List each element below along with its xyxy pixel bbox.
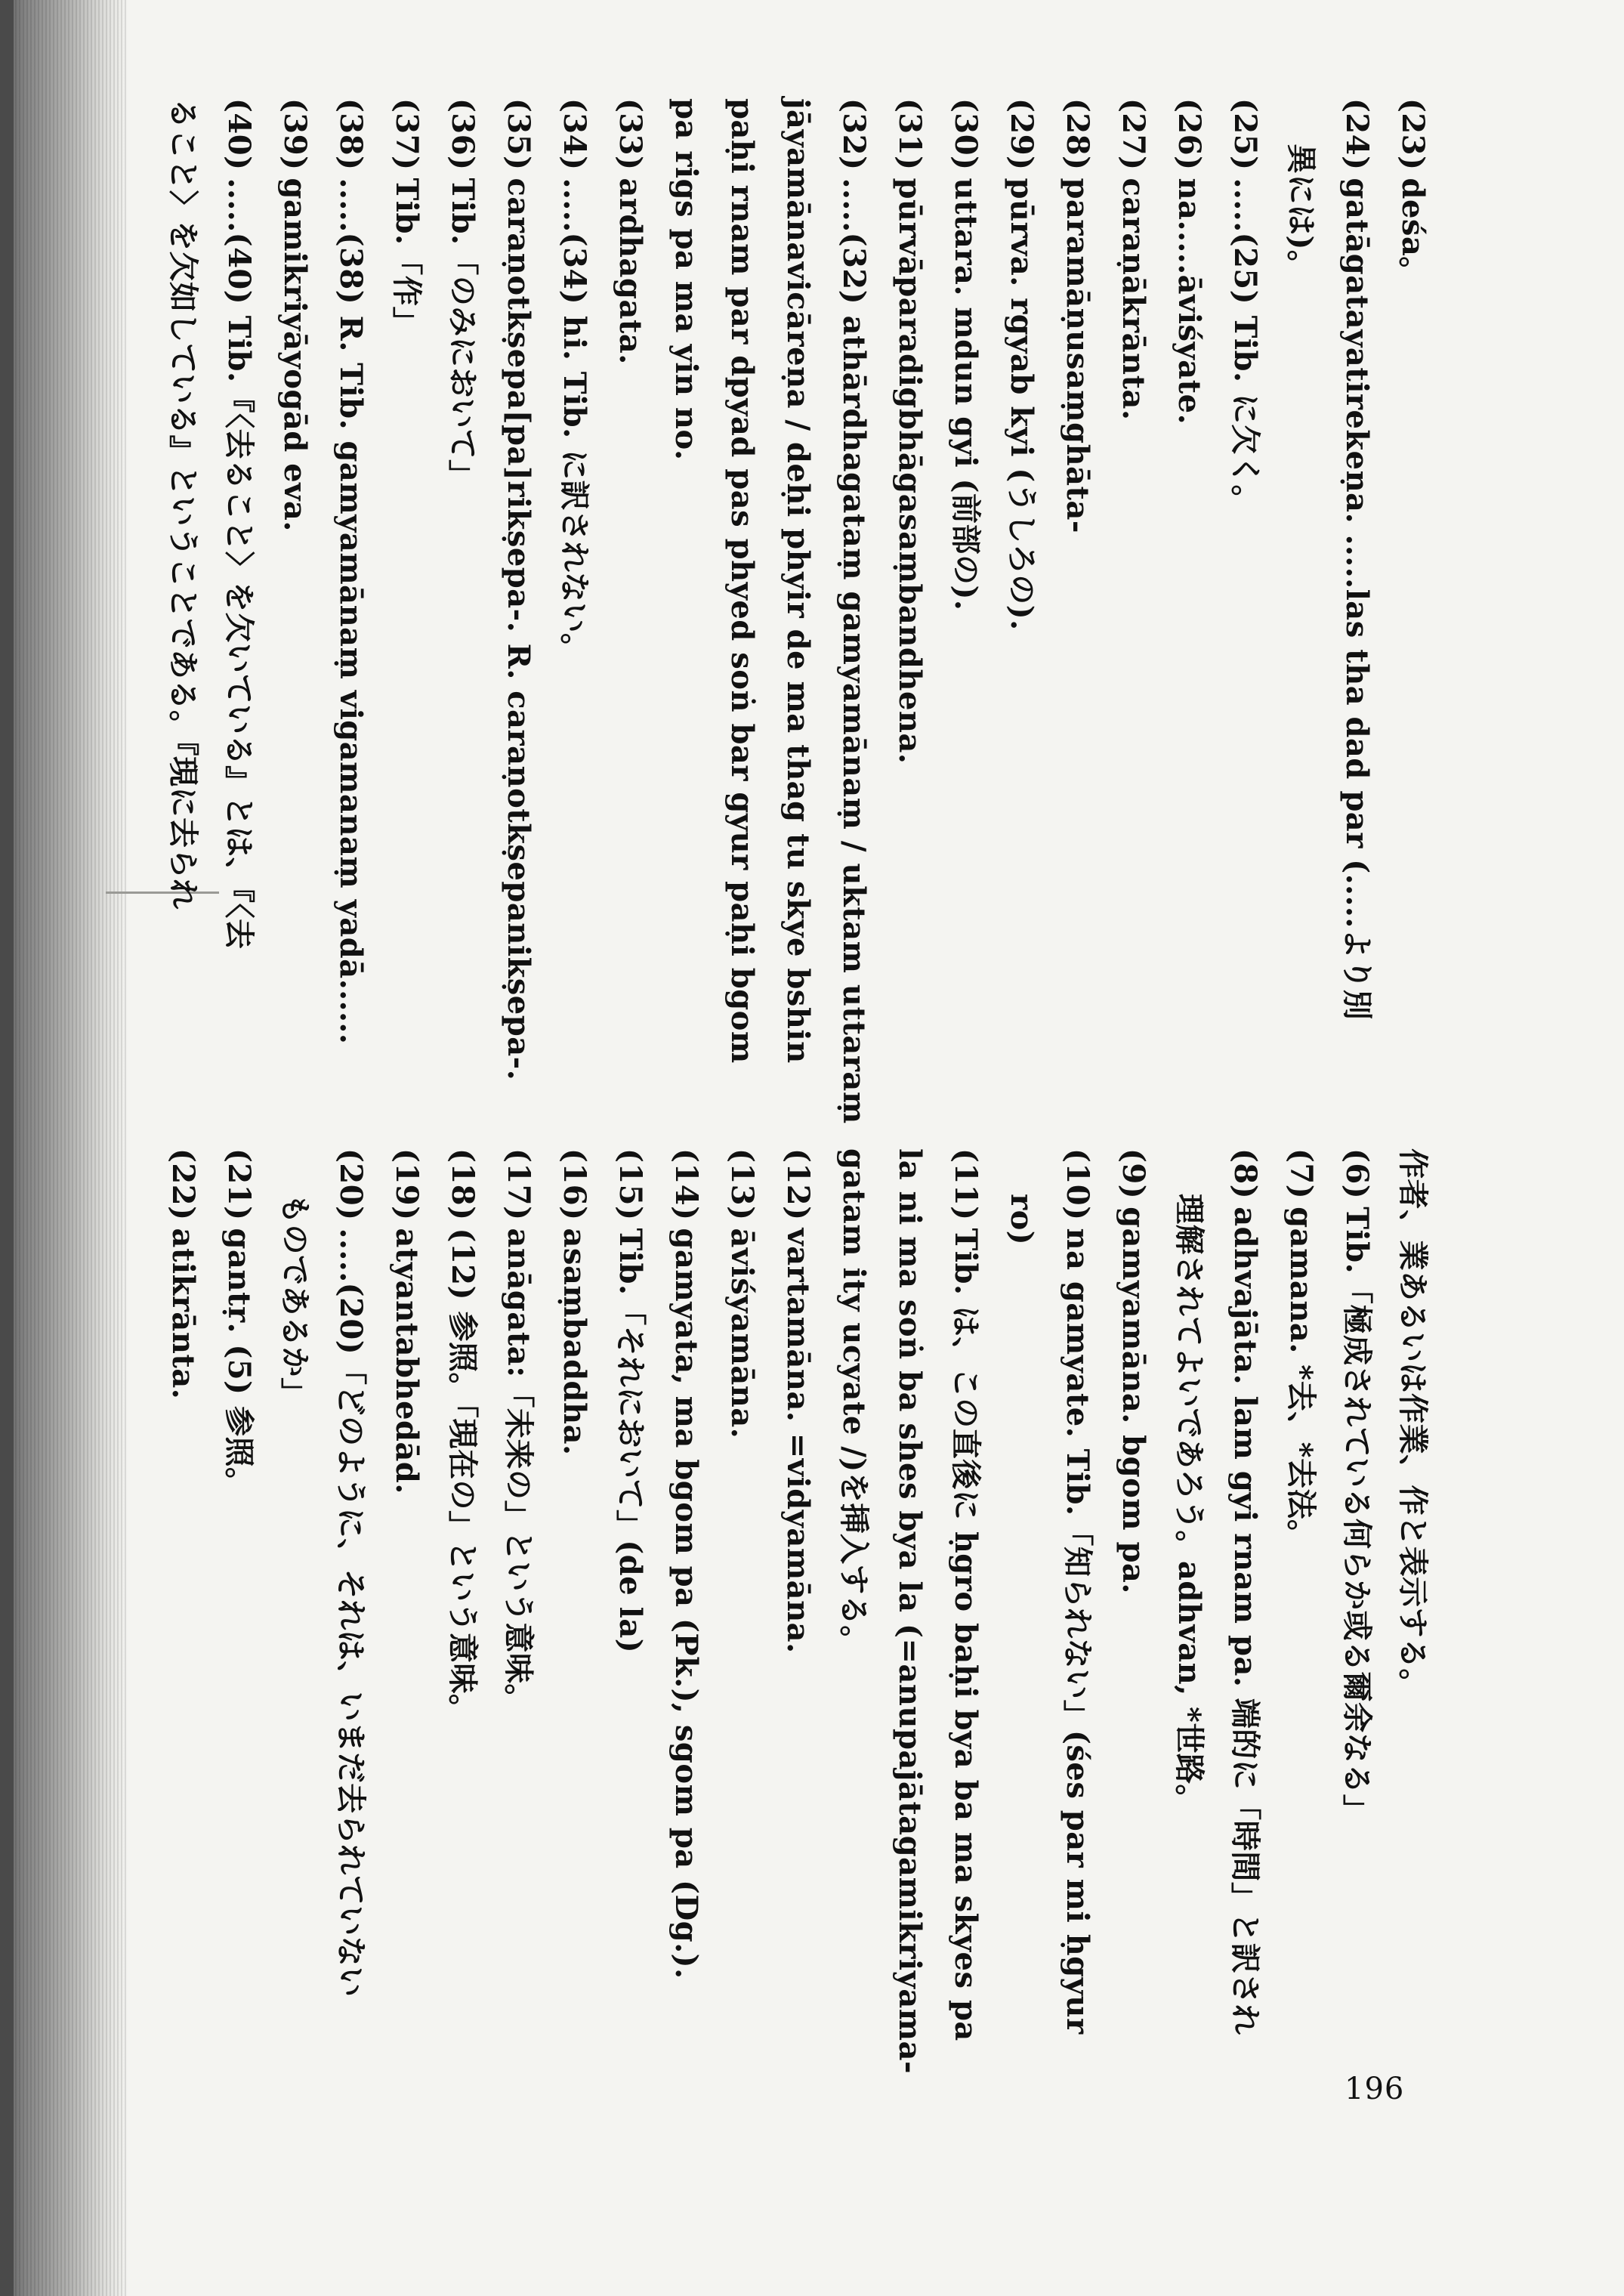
note-number: (15) — [613, 1148, 648, 1221]
note-text: uttara. mdun gyi (前部の). — [948, 178, 983, 611]
note-line — [1278, 1148, 1323, 2244]
scan-dark-border — [0, 0, 14, 2296]
note-line — [160, 1148, 205, 2244]
note-text: atyantabhedād. — [389, 1228, 425, 1494]
note-number: (8) — [1227, 1148, 1263, 1200]
note-text: deśa。 — [1395, 178, 1431, 287]
note-text: .....(25) Tib. に欠く。 — [1227, 178, 1263, 516]
note-line — [663, 1148, 709, 2244]
note-text: .....(32) athārdhagataṃ gamyamānaṃ / uktam uttaraṃ — [836, 178, 872, 1124]
note-number: (17) — [501, 1148, 536, 1221]
note-line — [999, 1148, 1044, 2289]
note-text: .....(40) Tib.『〈去ること〉を欠いている』とは、『〈去 — [221, 178, 257, 950]
note-number: (11) — [948, 1148, 983, 1221]
note-text: 作者、業あるいは作業、作と表示する。 — [1395, 1148, 1431, 1699]
note-text: Tib. は、この直後に ḥgro baḥi bya ba ma skyes pa — [948, 1228, 983, 2041]
note-line — [551, 1148, 597, 2244]
note-number: (26) — [1172, 98, 1207, 171]
note-text: Tib.「極成されている何らか或る爾余なる」 — [1339, 1207, 1375, 1825]
note-number: (29) — [1004, 98, 1039, 171]
note-number: (14) — [668, 1148, 704, 1221]
note-number: (21) — [221, 1148, 257, 1221]
note-number: (40) — [221, 98, 257, 171]
note-text: ro) — [1004, 1194, 1039, 1246]
note-text: Tib.「のみにおいて」 — [445, 178, 480, 490]
note-line — [1222, 1148, 1267, 2244]
note-number: (19) — [389, 1148, 425, 1221]
note-number: (7) — [1283, 1148, 1319, 1200]
note-line — [607, 1148, 653, 2244]
note-line — [496, 1148, 541, 2244]
note-number: (31) — [892, 98, 928, 171]
note-text: na gamyate. Tib.「知られない」(śes par mi ḥgyur — [1060, 1228, 1095, 2035]
note-number: (25) — [1227, 98, 1263, 171]
note-line — [328, 1148, 373, 2244]
note-line — [1390, 1148, 1435, 2244]
note-text: Tib.「作」 — [389, 178, 425, 337]
note-text: 理解されてよいであろう。adhvan, *世路。 — [1172, 1194, 1207, 1815]
note-number: (28) — [1060, 98, 1095, 171]
note-text: caraṇākrānta. — [1116, 178, 1151, 421]
note-text: .....(20)「どのように、それは、いまだ去られていない — [333, 1228, 369, 1998]
note-line — [1110, 1148, 1156, 2244]
note-number: (16) — [557, 1148, 592, 1221]
note-text: 異には)。 — [1283, 144, 1319, 281]
note-text: āviśyamāna. — [724, 1228, 760, 1439]
note-text: gamyata, ma bgom pa (Pk.), sgom pa (Dg.). — [668, 1228, 704, 1979]
note-text: Tib.「それにおいて」(de la) — [613, 1228, 648, 1654]
note-number: (18) — [445, 1148, 480, 1221]
note-line — [216, 1148, 261, 2244]
note-line — [887, 1148, 932, 2244]
note-text: anāgata:「未来の」という意味。 — [501, 1228, 536, 1714]
note-number: (32) — [836, 98, 872, 171]
note-text: jāyamānavicāreṇa / deḥi phyir de ma thag tu skye bshin — [780, 98, 816, 1064]
note-line — [775, 1148, 820, 2244]
note-line — [272, 1148, 317, 2289]
note-number: (12) — [780, 1148, 816, 1221]
note-text: gamikriyāyogād eva. — [277, 178, 313, 532]
note-number: (34) — [557, 98, 592, 171]
note-number: (38) — [333, 98, 369, 171]
note-text: ardhagata. — [613, 178, 648, 365]
note-text: .....(34) hi. Tib. に訳されない。 — [557, 178, 592, 664]
note-number: (6) — [1339, 1148, 1375, 1200]
note-line — [1166, 1148, 1212, 2289]
note-line — [1054, 1148, 1100, 2244]
note-text: adhvajāta. lam gyi rnam pa. 端的に「時間」と訳され — [1227, 1207, 1263, 2035]
note-number: (27) — [1116, 98, 1151, 171]
note-text: ること〉を欠如している』ということである。『現に去られ — [165, 98, 201, 910]
note-text: caraṇotkṣepa[pa]rikṣepa-. R. caraṇotkṣepanikṣepa-. — [501, 178, 536, 1081]
note-text: .....(38) R. Tib. gamyamānaṃ vigamanaṃ yadā...... — [333, 178, 369, 1045]
note-text: vartamāna. =vidyamāna. — [780, 1228, 816, 1654]
note-number: (36) — [445, 98, 480, 171]
note-text: gamyamāna. bgom pa. — [1116, 1207, 1151, 1594]
note-line — [719, 1148, 764, 2244]
note-number: (24) — [1339, 98, 1375, 171]
note-text: pa rigs pa ma yin no. — [668, 98, 704, 461]
note-text: pūrvāparadigbhāgasaṃbandhena. — [892, 178, 928, 765]
note-text: atikrānta. — [165, 1228, 201, 1400]
note-number: (35) — [501, 98, 536, 171]
note-number: (9) — [1116, 1148, 1151, 1200]
note-text: la ni ma soṅ ba shes bya la (=anupajātagamikriyama- — [892, 1148, 928, 2075]
note-number: (33) — [613, 98, 648, 171]
note-text: gatāgatayatirekeṇa. .....las tha dad par (.....より別 — [1339, 178, 1375, 1021]
note-line — [1334, 1148, 1379, 2244]
note-line — [440, 1148, 485, 2244]
note-text: gantṛ. (5) 参照。 — [221, 1228, 257, 1498]
note-text: paramāṇusaṃghāta- — [1060, 178, 1095, 534]
note-text: gatam ity ucyate /)を挿入する。 — [836, 1148, 872, 1656]
note-text: gamana. *去、*去法。 — [1283, 1207, 1319, 1550]
note-text: pūrva. rgyab kyi (うしろの). — [1004, 178, 1039, 631]
note-number: (13) — [724, 1148, 760, 1221]
note-line — [384, 1148, 429, 2244]
note-line — [943, 1148, 988, 2244]
note-text: paḥi rnam par dpyad pas phyed soṅ bar gyur paḥi bgom — [724, 98, 760, 1064]
note-line — [831, 1148, 876, 2244]
note-text: ものであるか」 — [277, 1194, 313, 1408]
note-text: asaṃbaddha. — [557, 1228, 592, 1456]
note-number: (10) — [1060, 1148, 1095, 1221]
page-number: 196 — [1345, 2072, 1405, 2106]
note-text: na.....āviśyate. — [1172, 178, 1207, 425]
note-number: (23) — [1395, 98, 1431, 171]
note-number: (30) — [948, 98, 983, 171]
scan-shadow-edge — [0, 0, 128, 2296]
note-number: (22) — [165, 1148, 201, 1221]
note-text: (12) 参照。「現在の」という意味。 — [445, 1228, 480, 1725]
note-number: (39) — [277, 98, 313, 171]
note-number: (37) — [389, 98, 425, 171]
note-number: (20) — [333, 1148, 369, 1221]
